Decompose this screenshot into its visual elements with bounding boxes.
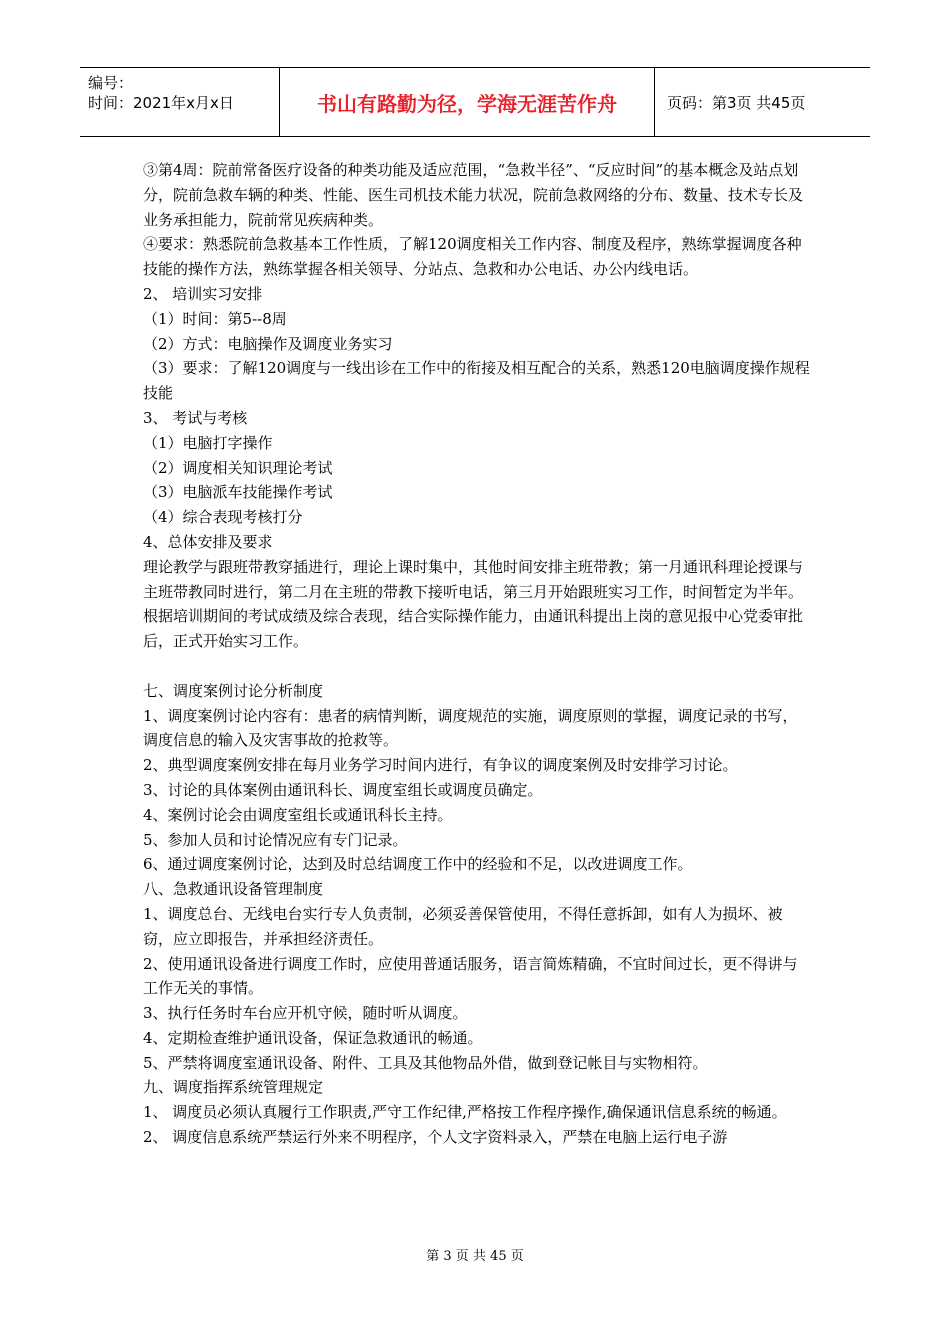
body-paragraph: ④要求：熟悉院前急救基本工作性质，了解120调度相关工作内容、制度及程序，熟练掌握调度各种技能的操作方法，熟练掌握各相关领导、分站点、急救和办公电话、办公内线电话。: [143, 235, 802, 279]
document-body: [143, 158, 811, 1150]
body-paragraph: 3、 考试与考核: [143, 408, 248, 427]
body-paragraph: 2、 调度信息系统严禁运行外来不明程序，个人文字资料录入，严禁在电脑上运行电子游: [143, 1128, 728, 1147]
body-paragraph: 4、定期检查维护通讯设备，保证急救通讯的畅通。: [143, 1028, 483, 1047]
body-paragraph: （2）方式：电脑操作及调度业务实习: [143, 334, 393, 353]
body-paragraph: 1、调度总台、无线电台实行专人负责制，必须妥善保管使用，不得任意拆卸，如有人为损坏、被窃，应立即报告，并承担经济责任。: [143, 904, 783, 948]
body-paragraph: （3）电脑派车技能操作考试: [143, 483, 333, 502]
body-paragraph: 2、使用通讯设备进行调度工作时，应使用普通话服务，语言简炼精确，不宜时间过长，更不得讲与工作无关的事情。: [143, 954, 798, 998]
body-paragraph: 3、执行任务时车台应开机守候，随时听从调度。: [143, 1004, 468, 1023]
body-paragraph: （1）时间：第5--8周: [143, 309, 287, 328]
body-paragraph: 5、参加人员和讨论情况应有专门记录。: [143, 830, 408, 849]
page-footer: 第 3 页 共 45 页: [426, 1249, 524, 1264]
body-paragraph: （1）电脑打字操作: [143, 433, 273, 452]
body-paragraph: 根据培训期间的考试成绩及综合表现，结合实际操作能力，由通讯科提出上岗的意见报中心党委审批后，正式开始实习工作。: [143, 607, 804, 651]
body-paragraph: （2）调度相关知识理论考试: [143, 458, 333, 477]
header-page-info: 页码：第3页 共45页: [667, 93, 806, 112]
date-label: 时间：2021年x月x日: [88, 94, 234, 112]
body-paragraph: 4、案例讨论会由调度室组长或通讯科长主持。: [143, 805, 453, 824]
body-paragraph: 1、 调度员必须认真履行工作职责,严守工作纪律,严格按工作程序操作,确保通讯信息系统的畅通。: [143, 1103, 787, 1122]
body-paragraph: 理论教学与跟班带教穿插进行，理论上课时集中，其他时间安排主班带教；第一月通讯科理论授课与主班带教同时进行，第二月在主班的带教下接听电话，第三月开始跟班实习工作，时间暂定为半年。: [143, 557, 804, 601]
blank-line: [143, 654, 811, 679]
body-paragraph: 2、典型调度案例安排在每月业务学习时间内进行，有争议的调度案例及时安排学习讨论。: [143, 756, 738, 775]
body-paragraph: 九、调度指挥系统管理规定: [143, 1078, 324, 1097]
page-header: [80, 67, 870, 137]
body-paragraph: （4）综合表现考核打分: [143, 508, 303, 527]
header-motto: 书山有路勤为径，学海无涯苦作舟: [280, 68, 655, 136]
body-paragraph: ③第4周：院前常备医疗设备的种类功能及适应范围，“急救半径”、“反应时间”的基本概念及站点划分，院前急救车辆的种类、性能、医生司机技术能力状况，院前急救网络的分布、数量、技术专长及业务承担能力，院前常见疾病种类。: [143, 161, 804, 229]
body-paragraph: 1、调度案例讨论内容有：患者的病情判断，调度规范的实施，调度原则的掌握，调度记录的书写，调度信息的输入及灾害事故的抢救等。: [143, 706, 798, 750]
body-paragraph: 八、急救通讯设备管理制度: [143, 880, 324, 899]
body-paragraph: 5、严禁将调度室通讯设备、附件、工具及其他物品外借，做到登记帐目与实物相符。: [143, 1053, 708, 1072]
body-paragraph: 2、 培训实习安排: [143, 284, 263, 303]
header-meta: [80, 68, 280, 136]
body-paragraph: 3、讨论的具体案例由通讯科长、调度室组长或调度员确定。: [143, 780, 543, 799]
code-label: 编号：: [88, 74, 134, 92]
body-paragraph: （3）要求：了解120调度与一线出诊在工作中的衔接及相互配合的关系，熟悉120电脑调度操作规程技能: [143, 359, 810, 403]
body-paragraph: 七、调度案例讨论分析制度: [143, 681, 324, 700]
body-paragraph: 4、总体安排及要求: [143, 532, 273, 551]
body-paragraph: 6、通过调度案例讨论，达到及时总结调度工作中的经验和不足，以改进调度工作。: [143, 855, 693, 874]
